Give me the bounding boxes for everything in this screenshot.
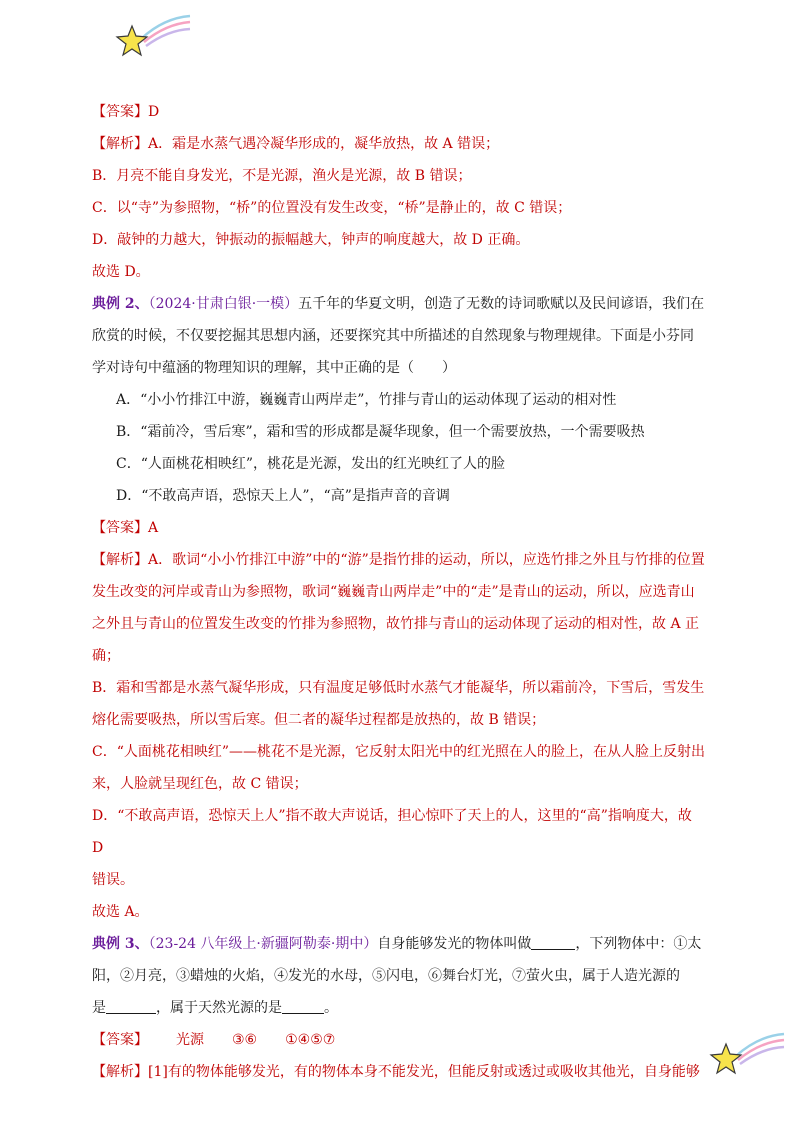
answer-line: [92, 96, 706, 128]
analysis-tag: 【解析】: [92, 136, 148, 152]
answer-value: 光源: [176, 1032, 204, 1048]
example-label: 典例 3、: [92, 936, 149, 952]
analysis-line: C．“人面桃花相映红”——桃花不是光源，它反射太阳光中的红光照在人的脸上，在从人脸上反射出: [92, 744, 706, 760]
analysis-line: [92, 1056, 706, 1088]
stem-text: ，属于天然光源的是: [156, 1000, 282, 1016]
example-label: 典例 2、: [92, 296, 149, 312]
answer-value: ③⑥: [232, 1032, 258, 1048]
shooting-star-icon: [706, 1030, 786, 1082]
analysis-line: 确；: [92, 648, 120, 664]
stem-text: ，下列物体中：①太: [575, 936, 702, 952]
analysis-tag: 【解析】: [92, 1064, 148, 1080]
analysis-line: [92, 544, 706, 576]
analysis-line: 熔化需要吸热，所以雪后寒。但二者的凝华过程都是放热的，故 B 错误；: [92, 712, 546, 728]
analysis-text: [1]有的物体能够发光，有的物体本身不能发光，但能反射或透过或吸收其他光，自身能够: [148, 1064, 700, 1080]
answer-line: [92, 1024, 706, 1056]
stem-text: 。: [324, 1000, 338, 1016]
answer-tag: 【答案】: [92, 1032, 148, 1048]
conclusion-line: 故选 A。: [92, 904, 149, 920]
analysis-line: D．“不敢高声语，恐惊天上人”指不敢大声说话，担心惊吓了天上的人，这里的“高”指响度大，故 D: [92, 808, 692, 856]
answer-tag: 【答案】: [92, 104, 148, 120]
analysis-line: 来，人脸就呈现红色，故 C 错误；: [92, 776, 308, 792]
analysis-line: B．月亮不能自身发光，不是光源，渔火是光源，故 B 错误；: [92, 168, 472, 184]
stem-line: 阳，②月亮，③蜡烛的火焰，④发光的水母，⑤闪电，⑥舞台灯光，⑦萤火虫，属于人造光源的: [92, 968, 680, 984]
analysis-line: D．敲钟的力越大，钟振动的振幅越大，钟声的响度越大，故 D 正确。: [92, 232, 530, 248]
analysis-text: A．霜是水蒸气遇冷凝华形成的，凝华放热，故 A 错误；: [148, 136, 500, 152]
question-stem: [92, 928, 706, 960]
answer-value: A: [148, 520, 159, 536]
answer-value: ①④⑤⑦: [285, 1032, 336, 1048]
fill-blank: [531, 931, 575, 950]
stem-text: 五千年的华夏文明，创造了无数的诗词歌赋以及民间谚语，我们在: [298, 296, 705, 312]
shooting-star-icon: [112, 12, 192, 64]
analysis-line: 错误。: [92, 872, 134, 888]
analysis-line: 发生改变的河岸或青山为参照物，歌词“巍巍青山两岸走”中的“走”是青山的运动，所以，应选青山: [92, 584, 695, 600]
question-stem: [92, 288, 706, 320]
analysis-line: [92, 128, 706, 160]
question-source: （2024·甘肃白银·一模）: [148, 296, 299, 312]
option-b: B．“霜前冷，雪后寒”，霜和雪的形成都是凝华现象，但一个需要放热，一个需要吸热: [116, 424, 645, 440]
analysis-text: A．歌词“小小竹排江中游”中的“游”是指竹排的运动，所以，应选竹排之外且与竹排的位置: [148, 552, 705, 568]
fill-blank: [106, 995, 156, 1014]
analysis-line: B．霜和雪都是水蒸气凝华形成，只有温度足够低时水蒸气才能凝华，所以霜前冷，下雪后，雪发生: [92, 680, 705, 696]
stem-line: 欣赏的时候，不仅要挖掘其思想内涵，还要探究其中所描述的自然现象与物理规律。下面是小芬同: [92, 328, 694, 344]
stem-line: 学对诗句中蕴涵的物理知识的理解，其中正确的是（ ）: [92, 360, 456, 376]
analysis-line: 之外且与青山的位置发生改变的竹排为参照物，故竹排与青山的运动体现了运动的相对性，故 A 正: [92, 616, 700, 632]
option-a: A．“小小竹排江中游，巍巍青山两岸走”，竹排与青山的运动体现了运动的相对性: [116, 392, 617, 408]
analysis-line: C．以“寺”为参照物，“桥”的位置没有发生改变，“桥”是静止的，故 C 错误；: [92, 200, 572, 216]
question-source: （23-24 八年级上·新疆阿勒泰·期中）: [148, 936, 378, 952]
conclusion-line: 故选 D。: [92, 264, 150, 280]
option-c: C．“人面桃花相映红”，桃花是光源，发出的红光映红了人的脸: [116, 456, 506, 472]
analysis-tag: 【解析】: [92, 552, 148, 568]
stem-text: 自身能够发光的物体叫做: [377, 936, 532, 952]
stem-line: [92, 992, 706, 1024]
answer-value: D: [148, 104, 160, 120]
document-body: [92, 96, 706, 1088]
answer-line: [92, 512, 706, 544]
answer-tag: 【答案】: [92, 520, 148, 536]
option-d: D．“不敢高声语，恐惊天上人”，“高”是指声音的音调: [116, 488, 450, 504]
fill-blank: [282, 995, 324, 1014]
stem-text: 是: [92, 1000, 106, 1016]
